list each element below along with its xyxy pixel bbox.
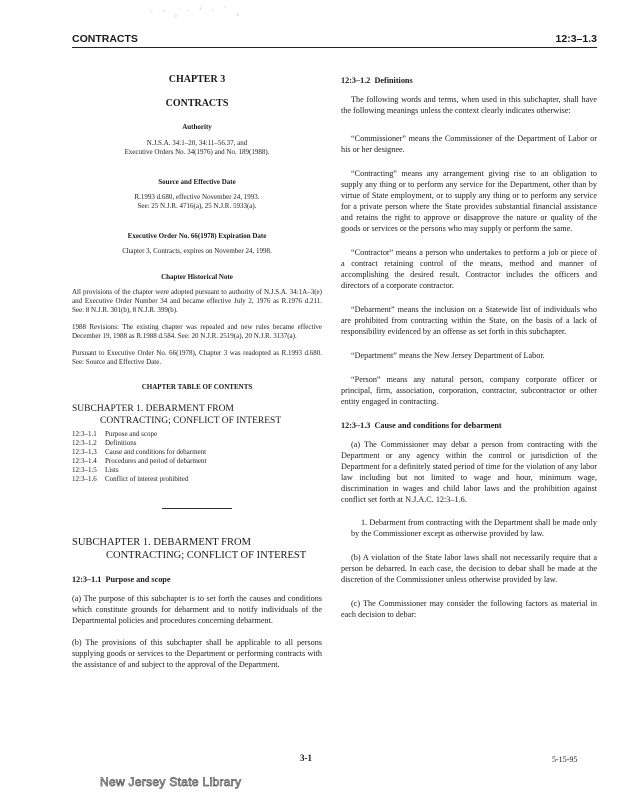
history-heading: Chapter Historical Note xyxy=(161,273,233,281)
subchapter-heading-line-2: CONTRACTING; CONFLICT OF INTEREST xyxy=(106,550,307,561)
source-text-2: See: 25 N.J.R. 4716(a), 25 N.J.R. 5933(a). xyxy=(137,202,257,210)
section-1-3-paragraph-c: (c) The Commissioner may consider the following factors as material in each decision to debar: xyxy=(341,599,597,619)
section-title: Definitions xyxy=(374,76,413,85)
toc-entry-title: Lists xyxy=(105,466,119,474)
header-section-number: 12:3–1.3 xyxy=(555,33,597,45)
toc-entry-number: 12:3–1.2 xyxy=(72,439,97,447)
chapter-label: CHAPTER 3 xyxy=(168,74,226,85)
section-title: Cause and conditions for debarment xyxy=(374,421,502,430)
definition-debarment: “Debarment” means the inclusion on a Statewide list of individuals who are prohibited from contracting within the State, on the basis of a lack of responsibility evidenced by an offense as set forth in this subchapter. xyxy=(341,305,597,336)
section-heading-1-2 xyxy=(341,76,597,85)
toc-entry xyxy=(72,439,322,448)
section-title: Purpose and scope xyxy=(105,575,171,584)
toc-entry-number: 12:3–1.4 xyxy=(72,457,97,465)
toc-entry-number: 12:3–1.6 xyxy=(72,475,97,483)
toc-subchapter-line-1: SUBCHAPTER 1. DEBARMENT FROM xyxy=(72,404,234,414)
section-1-3-paragraph-b: (b) A violation of the State labor laws shall not necessarily require that a person be debarred. In each case, the decision to debar shall be made at the discretion of the Commissioner unless otherwise provided by law. xyxy=(341,553,597,584)
eo-heading: Executive Order No. 66(1978) Expiration Date xyxy=(127,232,267,240)
toc-subchapter-line-2: CONTRACTING; CONFLICT OF INTEREST xyxy=(100,416,282,426)
toc-entry-title: Procedures and period of debarment xyxy=(105,457,207,465)
source-heading: Source and Effective Date xyxy=(158,178,236,186)
running-header xyxy=(72,33,597,47)
toc-entry-title: Conflict of interest prohibited xyxy=(105,475,189,483)
page-number: 3-1 xyxy=(300,753,312,763)
authority-text-2: Executive Orders No. 34(1976) and No. 189(1988). xyxy=(124,148,270,156)
right-column xyxy=(341,62,597,620)
authority-heading: Authority xyxy=(182,123,212,131)
toc-entry-number: 12:3–1.5 xyxy=(72,466,97,474)
section-1-1-paragraph-a: (a) The purpose of this subchapter is to set forth the causes and conditions which constitute grounds for debarment and to notify individuals of the Departmental policies and procedures concerning debarment. xyxy=(72,594,322,625)
toc-entry-number: 12:3–1.1 xyxy=(72,430,97,438)
section-1-1-paragraph-b: (b) The provisions of this subchapter shall be applicable to all persons supplying goods or services to the Department or performing contracts with the assistance of and subject to the approval of the Department. xyxy=(72,638,322,669)
eo-text: Chapter 3, Contracts, expires on November 24, 1998. xyxy=(122,247,272,255)
toc-heading: CHAPTER TABLE OF CONTENTS xyxy=(141,383,253,391)
section-number: 12:3–1.1 xyxy=(72,575,102,584)
header-rule xyxy=(72,47,597,48)
library-stamp: New Jersey State Library xyxy=(100,775,242,789)
history-paragraph-3: Pursuant to Executive Order No. 66(1978), Chapter 3 was readopted as R.1993 d.680. See: Source and Effective Date. xyxy=(72,349,322,366)
definitions-intro: The following words and terms, when used in this subchapter, shall have the following meanings unless the context clearly indicates otherwise: xyxy=(341,95,597,115)
revision-date: 5-15-95 xyxy=(552,755,578,764)
header-title: CONTRACTS xyxy=(72,33,138,45)
authority-text-1: N.J.S.A. 34:1–20, 34:11–56.37, and xyxy=(146,139,248,147)
toc-entry-number: 12:3–1.3 xyxy=(72,448,97,456)
section-heading-1-1 xyxy=(72,575,322,584)
scan-artifact: · ∙ ¸ · ‘ · ˙ ¸ xyxy=(149,4,243,19)
left-column xyxy=(72,62,322,670)
section-divider xyxy=(162,508,232,509)
toc-entry xyxy=(72,457,322,466)
toc-entry-title: Cause and conditions for debarment xyxy=(105,448,207,456)
chapter-title: CONTRACTS xyxy=(165,98,229,109)
source-text-1: R.1993 d.680, effective November 24, 1993. xyxy=(134,193,260,201)
section-1-3-paragraph-a: (a) The Commissioner may debar a person from contracting with the Department or any agency within the control or jurisdiction of the Department for a definitely stated period of time for the violation of any labor law including but not limited to wage and hour, minimum wage, discrimination in wages and child labor laws and the prohibition against conflict set forth at N.J.A.C. 12:3–1.6. xyxy=(341,440,597,504)
history-paragraph-1: All provisions of the chapter were adopted pursuant to authority of N.J.S.A. 34:1A–3(e) and Executive Order Number 34 and became effective July 2, 1976 as R.1976 d.211. See: 8 N.J.R. 301(b), 8 N.J.R. 399(b). xyxy=(72,288,322,314)
definition-commissioner: “Commissioner” means the Commissioner of the Department of Labor or his or her designee. xyxy=(341,134,597,154)
toc-entry-title: Purpose and scope xyxy=(105,430,158,438)
toc-entry xyxy=(72,430,322,439)
section-number: 12:3–1.2 xyxy=(341,76,371,85)
section-heading-1-3 xyxy=(341,421,597,430)
toc-entry-title: Definitions xyxy=(105,439,137,447)
subchapter-heading-line-1: SUBCHAPTER 1. DEBARMENT FROM xyxy=(72,537,251,548)
definition-person: “Person” means any natural person, company corporate officer or principal, firm, association, corporation, contractor, subcontractor or other entity engaged in contracting. xyxy=(341,375,597,406)
toc-entry xyxy=(72,475,322,484)
definition-contractor: “Contractor” means a person who undertakes to perform a job or piece of a contract retaining control of the means, method and manner of accomplishing the desired result. Contractor includes the officers and directors of a corporate contractor. xyxy=(341,248,597,290)
section-1-3-paragraph-a-1: 1. Debarment from contracting with the Department shall be made only by the Commissioner except as otherwise provided by law. xyxy=(351,518,597,538)
definition-department: “Department” means the New Jersey Department of Labor. xyxy=(351,351,545,360)
history-paragraph-2: 1988 Revisions: The existing chapter was repealed and new rules became effective December 19, 1988 as R.1988 d.584. See: 20 N.J.R. 2519(a), 20 N.J.R. 3137(a). xyxy=(72,323,322,340)
section-number: 12:3–1.3 xyxy=(341,421,371,430)
toc-entry xyxy=(72,448,322,457)
definition-contracting: “Contracting” means any arrangement giving rise to an obligation to supply any thing or to perform any service for the Department, other than by virtue of State employment, or to supply any thing or to perform any service for a private person where the State provides substantial financial assistance and retains the right to approve or disapprove the nature or quality of the goods or services or the persons who may supply or perform the same. xyxy=(341,169,597,233)
toc-list xyxy=(72,430,322,484)
toc-entry xyxy=(72,466,322,475)
